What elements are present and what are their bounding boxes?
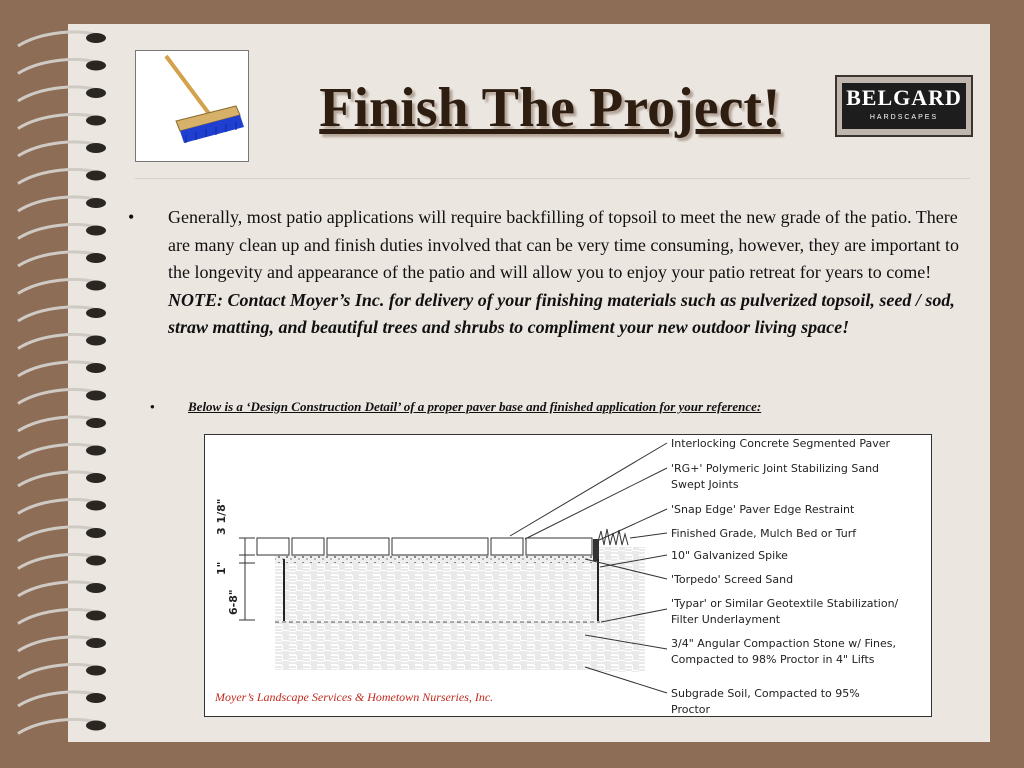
binding-hole: [86, 583, 106, 593]
binding-hole: [86, 721, 106, 731]
binding-hole: [86, 473, 106, 483]
logo-inner: [842, 83, 966, 129]
binding-hole: [86, 336, 106, 346]
binding-hole: [86, 61, 106, 71]
binding-hole: [86, 363, 106, 373]
broom-image: [135, 50, 249, 162]
label-stone: 3/4" Angular Compaction Stone w/ Fines,: [671, 637, 897, 650]
label-filter: Filter Underlayment: [671, 613, 781, 626]
bullet-note: NOTE: Contact Moyer’s Inc. for delivery of your finishing materials such as pulverized topsoil, seed / sod, straw matting, and beautiful trees and shrubs to compliment your new outdoor living space!: [168, 289, 955, 337]
binding-hole: [86, 226, 106, 236]
divider: [135, 178, 970, 179]
construction-detail-diagram: [204, 434, 932, 717]
binding-hole: [86, 198, 106, 208]
binding-hole: [86, 418, 106, 428]
binding-hole: [86, 253, 106, 263]
label-edge-restraint: 'Snap Edge' Paver Edge Restraint: [671, 503, 855, 516]
bullet-sub-text: Below is a ‘Design Construction Detail’ of a proper paver base and finished application for your reference:: [188, 399, 762, 414]
binding-hole: [86, 528, 106, 538]
binding-hole: [86, 88, 106, 98]
binding-hole: [86, 666, 106, 676]
belgard-logo: [835, 75, 973, 137]
binding-hole: [86, 556, 106, 566]
binding-hole: [86, 33, 106, 43]
dim-base: 6-8": [227, 589, 240, 615]
bullet-marker: •: [128, 207, 135, 227]
logo-brand: BELGARD: [846, 85, 962, 110]
dim-sand: 1": [215, 561, 228, 575]
binding-hole: [86, 308, 106, 318]
label-spike: 10" Galvanized Spike: [671, 549, 788, 562]
binding-hole: [86, 281, 106, 291]
dim-paver: 3 1/8": [215, 498, 228, 535]
binding-hole: [86, 143, 106, 153]
binding-hole: [86, 638, 106, 648]
binding-hole: [86, 171, 106, 181]
binding-hole: [86, 611, 106, 621]
broom-icon: [136, 51, 248, 161]
label-screed-sand: 'Torpedo' Screed Sand: [671, 573, 794, 586]
label-paver: Interlocking Concrete Segmented Paver: [671, 437, 891, 450]
binding-hole: [86, 446, 106, 456]
slide-title: Finish The Project!: [319, 77, 781, 139]
label-geotextile: 'Typar' or Similar Geotextile Stabilization/: [671, 597, 899, 610]
label-finished-grade: Finished Grade, Mulch Bed or Turf: [671, 527, 857, 540]
binding-hole: [86, 116, 106, 126]
logo-sub: HARDSCAPES: [869, 114, 939, 121]
bullet-main-text: [168, 204, 968, 342]
bullet-body: Generally, most patio applications will require backfilling of topsoil to meet the new grade of the patio. There are many clean up and finish duties involved that can be very time consuming, however, they are important to the longevity and appearance of the patio and will allow you to enjoy your patio retreat for years to come!: [168, 207, 960, 282]
binding-hole: [86, 501, 106, 511]
label-swept: Swept Joints: [671, 478, 739, 491]
credit-text: Moyer’s Landscape Services & Hometown Nurseries, Inc.: [215, 690, 494, 704]
label-proctor: Proctor: [671, 703, 711, 716]
bullet-sub-marker: •: [150, 399, 155, 414]
label-joint-sand: 'RG+' Polymeric Joint Stabilizing Sand: [671, 462, 880, 475]
binding-hole: [86, 391, 106, 401]
label-subgrade: Subgrade Soil, Compacted to 95%: [671, 687, 860, 700]
spiral-binding: [0, 20, 120, 750]
label-proctor-98: Compacted to 98% Proctor in 4" Lifts: [671, 653, 875, 666]
binding-hole: [86, 693, 106, 703]
